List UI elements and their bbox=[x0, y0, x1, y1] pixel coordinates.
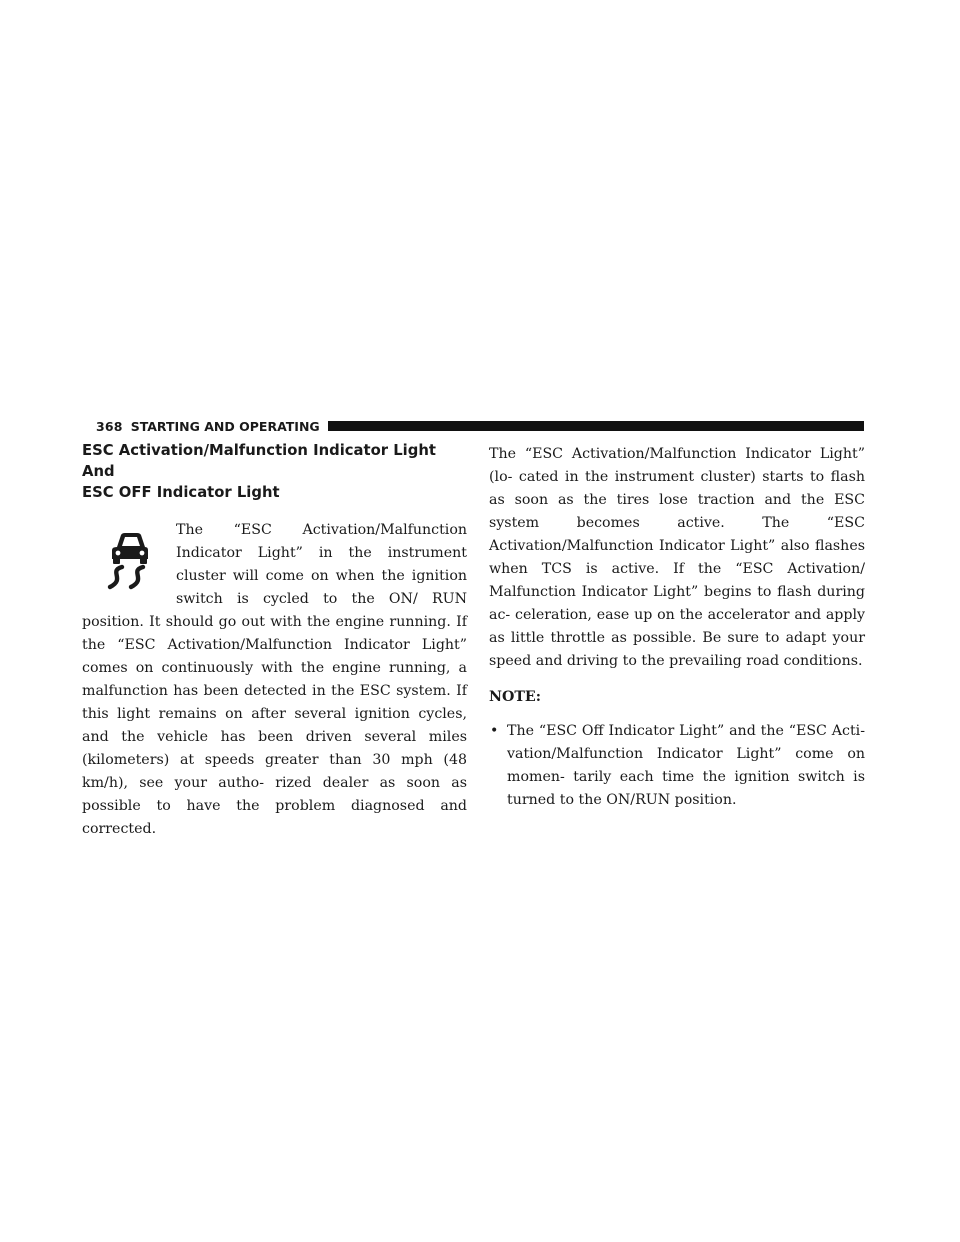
section-name: STARTING AND OPERATING bbox=[130, 418, 320, 434]
note-text: The “ESC Off Indicator Light” and the “ESC Acti- vation/Malfunction Indicator Light” come on momen- tarily each time the ignition switch is turned to the ON/RUN position. bbox=[507, 723, 865, 808]
esc-skid-car-icon bbox=[102, 529, 158, 593]
bullet-mark: • bbox=[490, 723, 499, 739]
note-list bbox=[489, 720, 865, 812]
header-rule bbox=[328, 421, 864, 431]
page-number: 368 bbox=[96, 418, 123, 434]
section-title-line-1: ESC Activation/Malfunction Indicator Light And bbox=[82, 442, 436, 480]
left-paragraph: The “ESC Activation/Malfunction Indicator Light” in the instrument cluster will come on when the ignition switch is cycled to the ON/ RUN position. It should go out with the engine running. If the “ESC Activation/Malfunction Indicator Light” comes on continuously with the engine running, a malfunction has been detected in the ESC system. If this light remains on after several ignition cycles, and the vehicle has been driven several miles (kilometers) at speeds greater than 30 mph (48 km/h), see your autho- rized dealer as soon as possible to have the problem diagnosed and corrected. bbox=[82, 522, 467, 837]
right-paragraph: The “ESC Activation/Malfunction Indicator Light” (lo- cated in the instrument cluster) starts to flash as soon as the tires lose traction and the ESC system becomes active. The “ESC Activation/Malfunction Indicator Light” also flashes when TCS is active. If the “ESC Activation/ Malfunction Indicator Light” begins to flash during ac- celeration, ease up on the accelerator and apply as little throttle as possible. Be sure to adapt your speed and driving to the prevailing road conditions. bbox=[489, 446, 865, 669]
section-title bbox=[82, 440, 467, 503]
page-header bbox=[96, 417, 864, 435]
left-column bbox=[82, 440, 467, 841]
right-column bbox=[489, 443, 865, 812]
list-item bbox=[489, 720, 865, 812]
section-title-line-2: ESC OFF Indicator Light bbox=[82, 484, 280, 501]
note-label: NOTE: bbox=[489, 689, 541, 705]
